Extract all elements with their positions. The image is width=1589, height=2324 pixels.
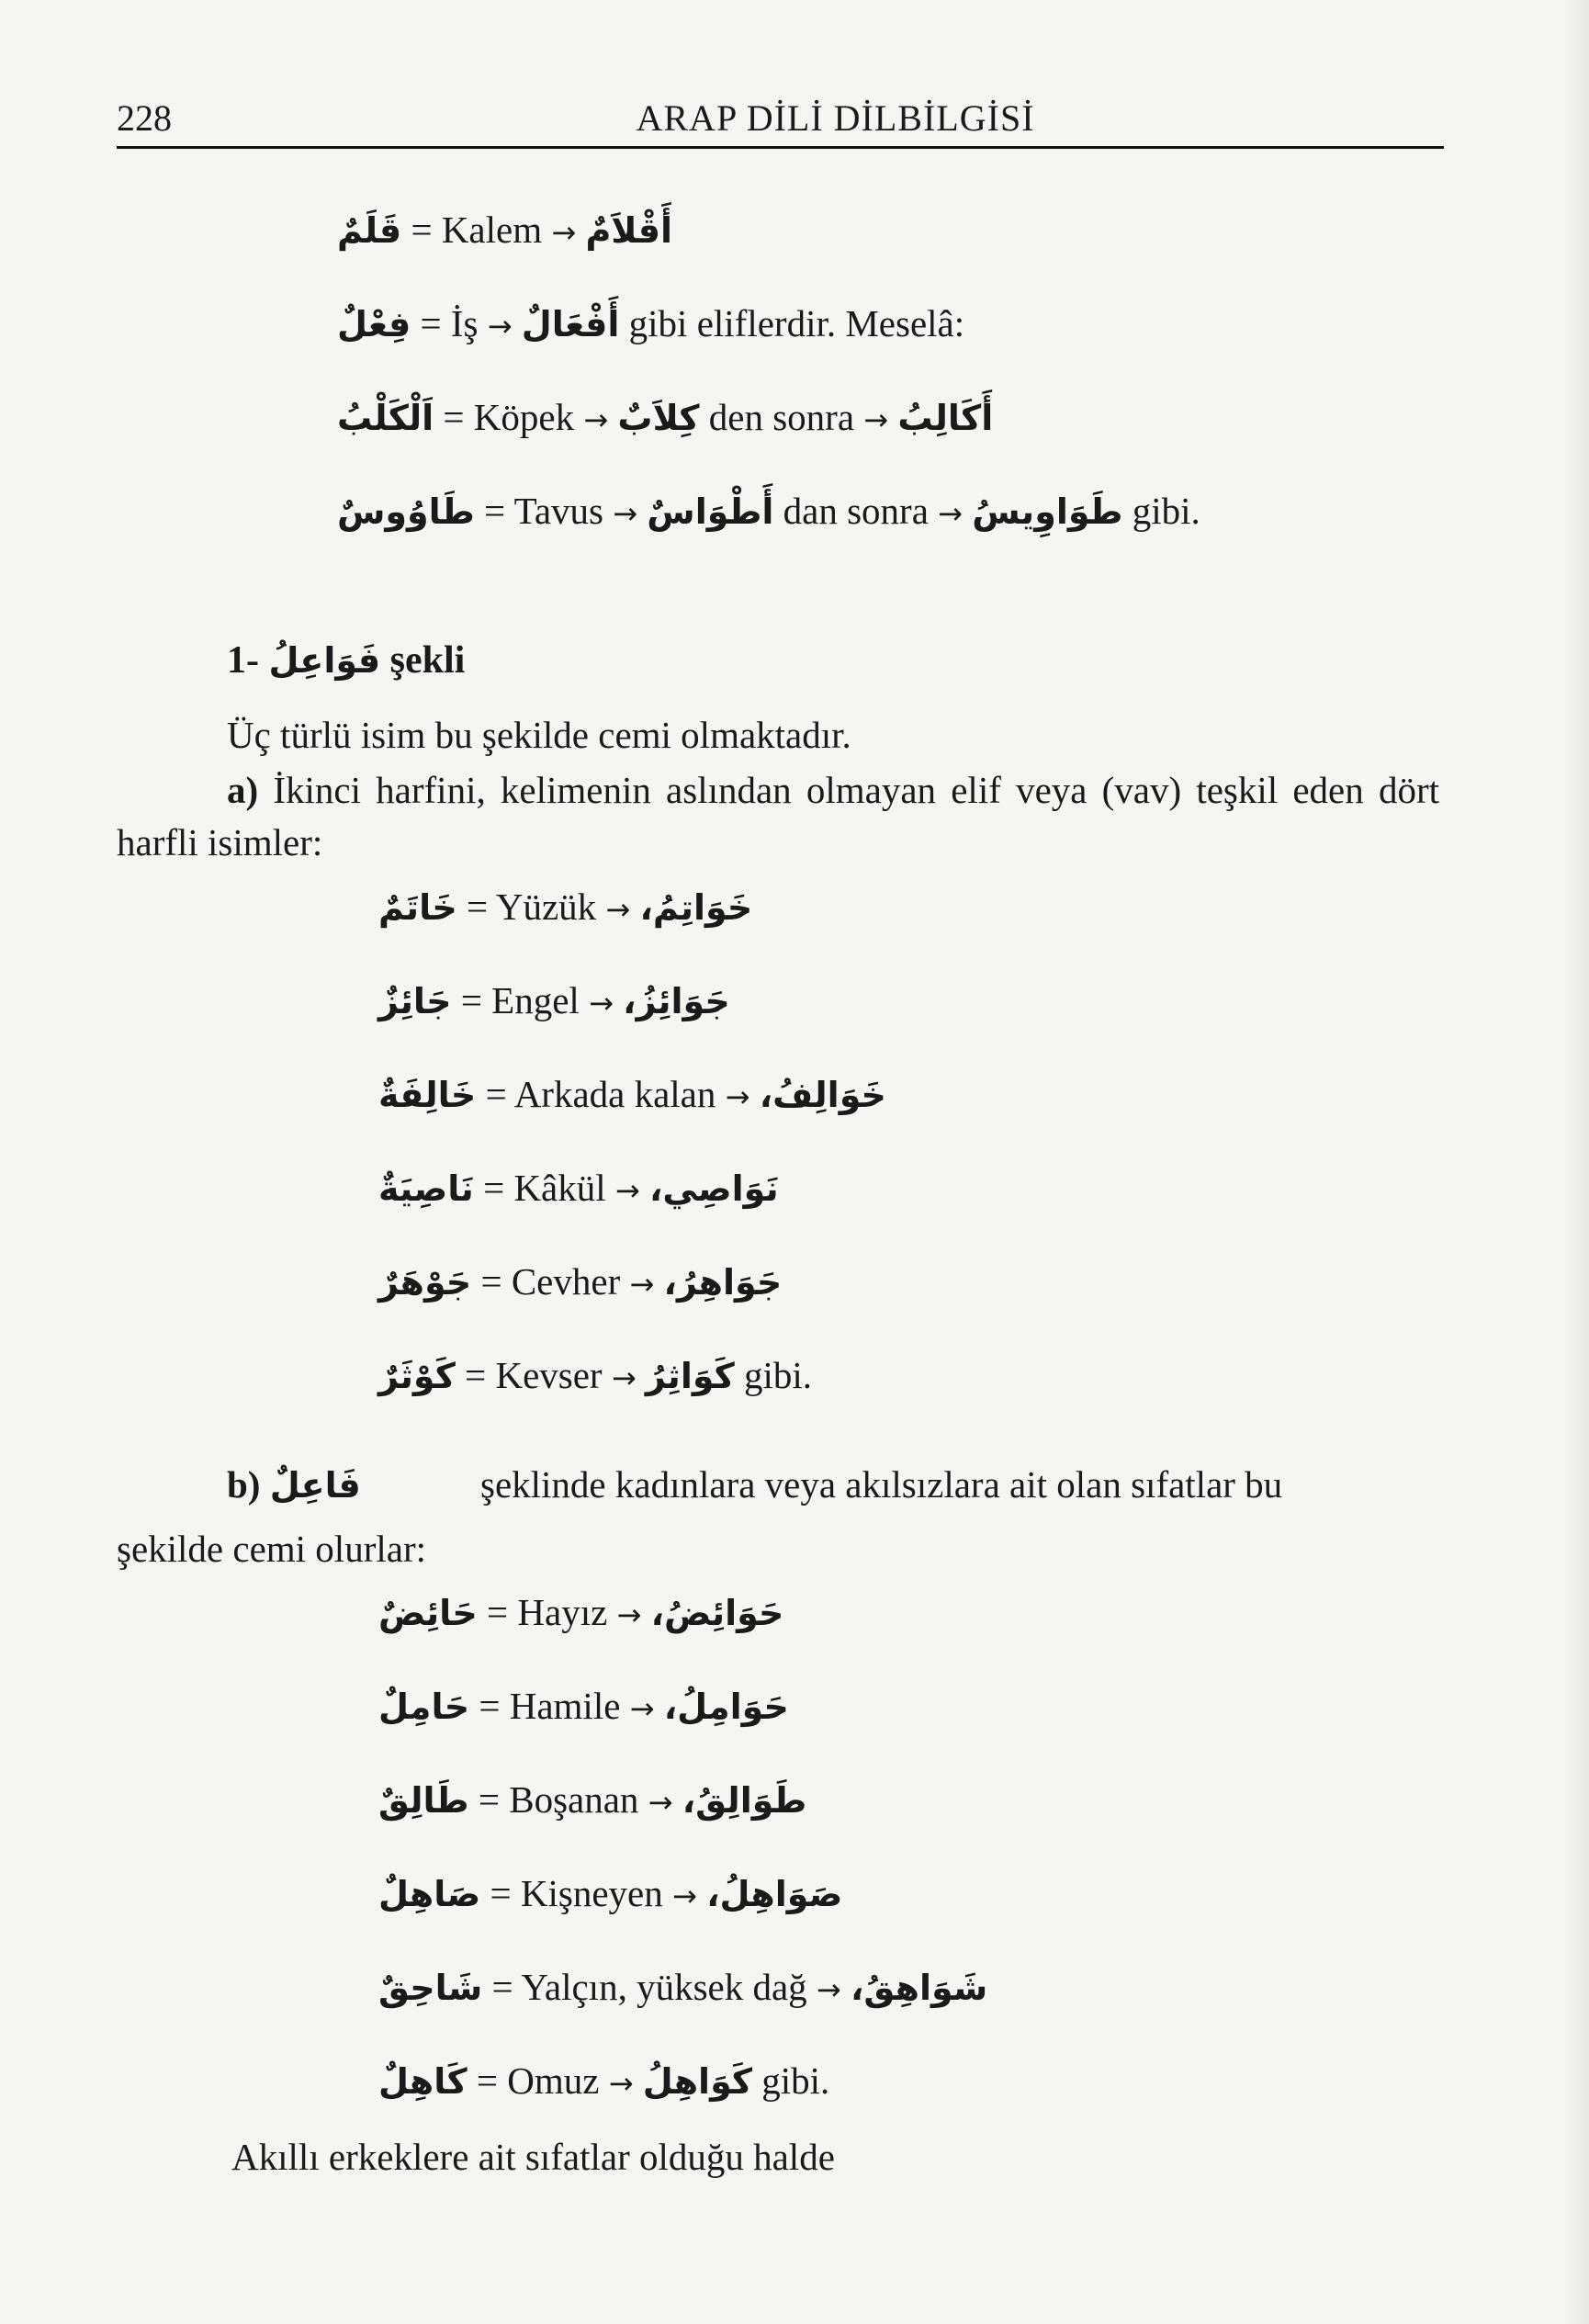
trailing-text: gibi. — [1132, 490, 1200, 532]
part-b-paragraph — [117, 1447, 1439, 1523]
example-line — [378, 1592, 783, 1633]
example-line — [378, 1168, 779, 1209]
arrow-icon: → — [648, 1785, 673, 1820]
arrow-icon: → — [629, 1691, 655, 1726]
translation: = Boşanan — [478, 1778, 639, 1821]
trailing-text: gibi. — [761, 2059, 830, 2102]
trailing-text: gibi. — [744, 1354, 813, 1396]
translation: = Tavus — [484, 490, 603, 532]
example-line — [378, 1261, 782, 1303]
arabic-plural: كَوَاهِلُ — [642, 2061, 752, 2102]
intermediate-text: dan sonra — [783, 490, 929, 532]
arabic-word: شَاحِقٌ — [378, 1968, 483, 2008]
closing-paragraph: Akıllı erkeklere ait sıfatlar olduğu halde — [231, 2136, 835, 2178]
translation: = Kevser — [465, 1354, 603, 1396]
arabic-word: جَوْهَرٌ — [378, 1262, 472, 1303]
arabic-word: جَائِزٌ — [378, 981, 452, 1021]
arabic-word: خَاتَمٌ — [378, 887, 457, 928]
page-header — [117, 85, 1444, 149]
arabic-intermediate: أَطْوَاسٌ — [647, 491, 774, 532]
translation: = Omuz — [476, 2059, 600, 2102]
arabic-plural: خَوَاتِمُ، — [639, 887, 753, 928]
arabic-intermediate: كِلاَبٌ — [617, 398, 700, 438]
arabic-plural: حَوَامِلُ، — [663, 1687, 789, 1727]
example-line — [378, 1074, 886, 1115]
translation: = Kâkül — [483, 1167, 606, 1209]
example-line — [378, 1873, 842, 1914]
running-title: ARAP DİLİ DİLBİLGİSİ — [636, 97, 1035, 139]
translation: = Köpek — [443, 396, 575, 438]
arrow-icon: → — [614, 1173, 640, 1208]
part-a-paragraph — [117, 764, 1439, 869]
page-number: 228 — [117, 97, 172, 139]
arrow-icon: → — [863, 402, 889, 437]
arrow-icon: → — [605, 892, 631, 927]
arabic-plural: نَوَاصِي، — [648, 1168, 779, 1209]
example-line — [337, 303, 964, 344]
part-a-text: İkinci harfini, kelimenin aslından olmayan elif veya (vav) teşkil eden dört harfli isimler: — [117, 769, 1439, 863]
scan-edge — [1563, 0, 1589, 2324]
arabic-plural: أَقْلاَمٌ — [585, 210, 673, 251]
example-line — [378, 1967, 987, 2008]
example-line — [378, 980, 730, 1021]
arabic-plural: جَوَائِزُ، — [623, 981, 730, 1021]
example-line — [378, 2060, 829, 2102]
arabic-word: كَاهِلٌ — [378, 2061, 468, 2102]
section-number: 1- — [227, 639, 259, 682]
arrow-icon: → — [583, 402, 609, 437]
arabic-word: اَلْكَلْبُ — [337, 398, 434, 438]
arrow-icon: → — [725, 1079, 750, 1114]
arabic-plural: طَوَالِقُ، — [682, 1780, 807, 1821]
arabic-plural: طَوَاوِيسُ — [972, 491, 1123, 532]
arrow-icon: → — [938, 496, 963, 531]
intro-paragraph: Üç türlü isim bu şekilde cemi olmaktadır. — [227, 714, 851, 756]
header-rule — [117, 146, 1444, 149]
example-line — [378, 1686, 789, 1727]
section-arabic-pattern: فَوَاعِلُ — [268, 640, 381, 681]
section-label: şekli — [389, 639, 466, 682]
arabic-plural: خَوَالِفُ، — [759, 1075, 886, 1115]
part-b-continuation: şekilde cemi olurlar: — [117, 1528, 426, 1570]
example-line — [378, 1355, 812, 1396]
example-line — [337, 397, 993, 438]
arabic-plural: جَوَاهِرُ، — [663, 1262, 783, 1303]
translation: = İş — [420, 302, 479, 344]
arrow-icon: → — [629, 1267, 655, 1302]
arrow-icon: → — [672, 1878, 697, 1913]
arabic-plural: أَكَالِبُ — [897, 398, 994, 438]
arabic-word: فِعْلٌ — [337, 304, 411, 344]
translation: = Yalçın, yüksek dağ — [491, 1966, 807, 2008]
arabic-plural: أَفْعَالٌ — [521, 304, 620, 344]
part-a-marker: a) — [227, 769, 259, 811]
arrow-icon: → — [616, 1597, 642, 1632]
arabic-word: حَائِضٌ — [378, 1593, 478, 1633]
part-b-arabic-pattern: فَاعِلٌ — [269, 1465, 361, 1506]
arrow-icon: → — [608, 2066, 634, 2101]
trailing-text: gibi eliflerdir. Meselâ: — [628, 302, 965, 344]
translation: = Kişneyen — [490, 1872, 663, 1914]
translation: = Kalem — [411, 209, 543, 251]
translation: = Arkada kalan — [485, 1073, 716, 1115]
arabic-word: قَلَمٌ — [337, 210, 402, 251]
arabic-word: طَاوُوسٌ — [337, 491, 475, 532]
arabic-word: خَالِفَةٌ — [378, 1075, 477, 1115]
section-heading — [227, 638, 465, 683]
arrow-icon: → — [816, 1972, 841, 2007]
arabic-plural: حَوَائِضُ، — [650, 1593, 784, 1633]
part-b-marker: b) — [227, 1463, 261, 1506]
arrow-icon: → — [589, 986, 614, 1021]
part-b-text: şeklinde kadınlara veya akılsızlara ait olan sıfatlar bu — [470, 1463, 1283, 1506]
example-line — [378, 1779, 806, 1821]
arabic-word: طَالِقٌ — [378, 1780, 469, 1821]
translation: = Cevher — [480, 1260, 621, 1303]
arrow-icon: → — [613, 496, 638, 531]
translation: = Hamile — [479, 1685, 621, 1727]
arabic-word: حَامِلٌ — [378, 1687, 470, 1727]
arabic-word: صَاهِلٌ — [378, 1874, 481, 1914]
translation: = Engel — [460, 979, 580, 1021]
example-line — [337, 209, 672, 251]
arrow-icon: → — [611, 1360, 637, 1395]
translation: = Yüzük — [466, 886, 597, 928]
intermediate-text: den sonra — [708, 396, 855, 438]
arabic-plural: صَوَاهِلُ، — [706, 1874, 843, 1914]
arabic-word: كَوْثَرٌ — [378, 1356, 456, 1396]
example-line — [378, 886, 752, 928]
translation: = Hayız — [487, 1591, 608, 1633]
arrow-icon: → — [487, 309, 513, 344]
arrow-icon: → — [551, 215, 577, 250]
arabic-plural: شَوَاهِقُ، — [850, 1968, 988, 2008]
arabic-word: نَاصِيَةٌ — [378, 1168, 474, 1209]
example-line — [337, 491, 1200, 532]
arabic-plural: كَوَاثِرُ — [645, 1356, 735, 1396]
